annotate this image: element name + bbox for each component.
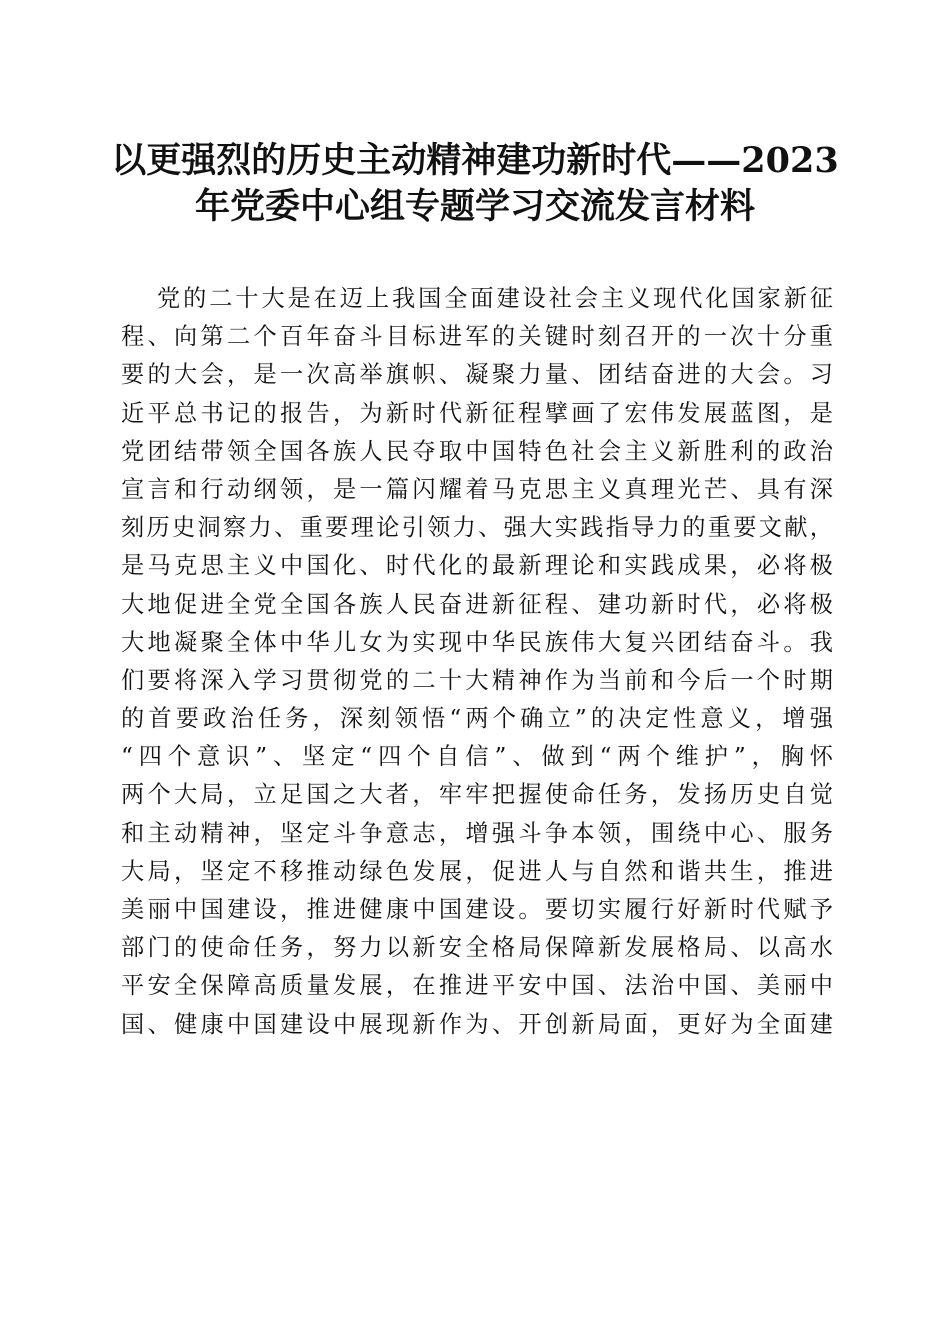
- body-line: 部门的使命任务，努力以新安全格局保障新发展格局、以高水: [121, 934, 833, 962]
- body-line: 大地凝聚全体中华儿女为实现中华民族伟大复兴团结奋斗。我: [121, 628, 833, 656]
- body-line: 党团结带领全国各族人民夺取中国特色社会主义新胜利的政治: [121, 437, 833, 465]
- body-line: 国、健康中国建设中展现新作为、开创新局面，更好为全面建: [121, 1010, 833, 1038]
- title-line-2: 年党委中心组专题学习交流发言材料: [194, 186, 755, 227]
- body-line: 要的大会，是一次高举旗帜、凝聚力量、团结奋进的大会。习: [121, 361, 833, 389]
- body-line: 宣言和行动纲领，是一篇闪耀着马克思主义真理光芒、具有深: [121, 475, 833, 503]
- body-line: 程、向第二个百年奋斗目标进军的关键时刻召开的一次十分重: [121, 323, 833, 351]
- body-line: 大局，坚定不移推动绿色发展，促进人与自然和谐共生，推进: [121, 857, 833, 885]
- body-line: 大地促进全党全国各族人民奋进新征程、建功新时代，必将极: [121, 590, 833, 618]
- body-line: 的首要政治任务，深刻领悟“两个确立”的决定性意义，增强: [121, 705, 833, 733]
- title-line-1: 以更强烈的历史主动精神建功新时代——2023: [111, 140, 839, 181]
- body-paragraph: [121, 280, 833, 1044]
- body-line: 美丽中国建设，推进健康中国建设。要切实履行好新时代赋予: [121, 896, 833, 923]
- body-line: 和主动精神，坚定斗争意志，增强斗争本领，围绕中心、服务: [121, 819, 833, 847]
- document-title: [100, 138, 850, 230]
- body-line: 近平总书记的报告，为新时代新征程擘画了宏伟发展蓝图，是: [121, 399, 833, 427]
- body-line: 刻历史洞察力、重要理论引领力、强大实践指导力的重要文献，: [121, 514, 833, 542]
- body-line: 党的二十大是在迈上我国全面建设社会主义现代化国家新征: [157, 285, 833, 312]
- body-line: “四个意识”、坚定“四个自信”、做到“两个维护”，胸怀: [121, 743, 833, 771]
- body-line: 两个大局，立足国之大者，牢牢把握使命任务，发扬历史自觉: [121, 781, 833, 809]
- body-line: 们要将深入学习贯彻党的二十大精神作为当前和今后一个时期: [121, 666, 833, 694]
- body-line: 是马克思主义中国化、时代化的最新理论和实践成果，必将极: [121, 552, 833, 580]
- body-line: 平安全保障高质量发展，在推进平安中国、法治中国、美丽中: [121, 972, 833, 1000]
